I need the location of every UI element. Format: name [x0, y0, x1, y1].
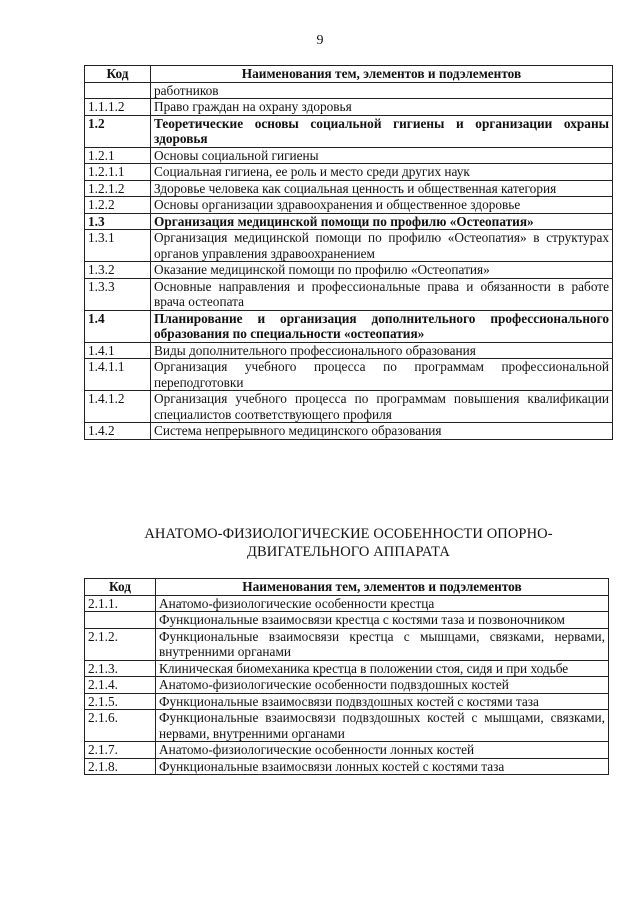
row-code: 2.1.1.: [85, 595, 156, 612]
table-row: [85, 342, 613, 359]
row-code: 2.1.7.: [85, 742, 156, 759]
row-title: Анатомо-физиологические особенности лонных костей: [156, 742, 609, 759]
row-title: Организация учебного процесса по программам повышения квалификации специалистов соответствующего профиля: [151, 391, 613, 423]
name-column-header: Наименования тем, элементов и подэлементов: [151, 66, 613, 83]
row-title: Организация медицинской помощи по профилю «Остеопатия» в структурах органов управления здравоохранением: [151, 230, 613, 262]
table-row: [85, 359, 613, 391]
row-title: Основы организации здравоохранения и общественное здоровье: [151, 197, 613, 214]
row-code: 2.1.4.: [85, 677, 156, 694]
table-row: [85, 278, 613, 310]
row-code: 1.3.2: [85, 262, 151, 279]
row-code: 2.1.2.: [85, 628, 156, 660]
row-title: Оказание медицинской помощи по профилю «Остеопатия»: [151, 262, 613, 279]
topics-table-section-1: [84, 65, 613, 440]
row-code: 1.1.1.2: [85, 99, 151, 116]
row-title: Основные направления и профессиональные права и обязанности в работе врача остеопата: [151, 278, 613, 310]
row-title: Функциональные взаимосвязи крестца с костями таза и позвоночником: [156, 612, 609, 629]
row-title: Функциональные взаимосвязи лонных костей с костями таза: [156, 758, 609, 775]
table-row: [85, 82, 613, 99]
name-column-header: Наименования тем, элементов и подэлементов: [156, 579, 609, 596]
table-row: [85, 262, 613, 279]
row-title: Клиническая биомеханика крестца в положении стоя, сидя и при ходьбе: [156, 660, 609, 677]
table-row: [85, 710, 609, 742]
row-title: Функциональные взаимосвязи подвздошных костей с мышцами, связками, нервами, внутренними органами: [156, 710, 609, 742]
table-row: [85, 391, 613, 423]
row-code: 2.1.3.: [85, 660, 156, 677]
row-title: Теоретические основы социальной гигиены и организации охраны здоровья: [151, 115, 613, 147]
row-code: 1.2.2: [85, 197, 151, 214]
row-code: [85, 612, 156, 629]
row-code: 1.2: [85, 115, 151, 147]
table-header-row: [85, 579, 609, 596]
row-title: Основы социальной гигиены: [151, 147, 613, 164]
table-row: [85, 758, 609, 775]
row-title: Функциональные взаимосвязи подвздошных костей с костями таза: [156, 693, 609, 710]
row-title: Функциональные взаимосвязи крестца с мышцами, связками, нервами, внутренними органами: [156, 628, 609, 660]
table-row: [85, 595, 609, 612]
row-title: Организация учебного процесса по программам профессиональной переподготовки: [151, 359, 613, 391]
table-row: [85, 423, 613, 440]
row-code: 1.3: [85, 213, 151, 230]
row-title: Анатомо-физиологические особенности крестца: [156, 595, 609, 612]
row-title: Здоровье человека как социальная ценность и общественная категория: [151, 180, 613, 197]
table-row: [85, 213, 613, 230]
row-code: 1.2.1: [85, 147, 151, 164]
row-code: 1.2.1.1: [85, 164, 151, 181]
page-number: 9: [316, 33, 324, 48]
table-row: [85, 612, 609, 629]
table-row: [85, 310, 613, 342]
row-title: работников: [151, 82, 613, 99]
code-column-header: Код: [85, 66, 151, 83]
row-code: 2.1.8.: [85, 758, 156, 775]
row-code: 1.2.1.2: [85, 180, 151, 197]
table-row: [85, 693, 609, 710]
table-row: [85, 660, 609, 677]
row-title: Система непрерывного медицинского образования: [151, 423, 613, 440]
row-code: 2.1.6.: [85, 710, 156, 742]
table-header-row: [85, 66, 613, 83]
table-row: [85, 742, 609, 759]
table-row: [85, 180, 613, 197]
row-title: Анатомо-физиологические особенности подвздошных костей: [156, 677, 609, 694]
row-code: 1.4.2: [85, 423, 151, 440]
section-heading: [84, 525, 613, 561]
row-title: Право граждан на охрану здоровья: [151, 99, 613, 116]
section-heading-line: АНАТОМО-ФИЗИОЛОГИЧЕСКИЕ ОСОБЕННОСТИ ОПОРНО-: [144, 526, 553, 542]
table-row: [85, 147, 613, 164]
table-row: [85, 99, 613, 116]
table-row: [85, 230, 613, 262]
row-code: 1.3.1: [85, 230, 151, 262]
table-row: [85, 197, 613, 214]
row-code: 1.4.1.1: [85, 359, 151, 391]
row-title: Организация медицинской помощи по профилю «Остеопатия»: [151, 213, 613, 230]
code-column-header: Код: [85, 579, 156, 596]
section-heading-line: ДВИГАТЕЛЬНОГО АППАРАТА: [247, 544, 450, 560]
row-title: Планирование и организация дополнительного профессионального образования по специальности «остеопатия»: [151, 310, 613, 342]
topics-table-section-2: [84, 578, 609, 775]
row-title: Виды дополнительного профессионального образования: [151, 342, 613, 359]
row-code: [85, 82, 151, 99]
table-row: [85, 115, 613, 147]
row-code: 1.4.1.2: [85, 391, 151, 423]
row-code: 1.4.1: [85, 342, 151, 359]
table-row: [85, 164, 613, 181]
row-title: Социальная гигиена, ее роль и место среди других наук: [151, 164, 613, 181]
table-row: [85, 628, 609, 660]
table-row: [85, 677, 609, 694]
row-code: 1.4: [85, 310, 151, 342]
row-code: 2.1.5.: [85, 693, 156, 710]
row-code: 1.3.3: [85, 278, 151, 310]
